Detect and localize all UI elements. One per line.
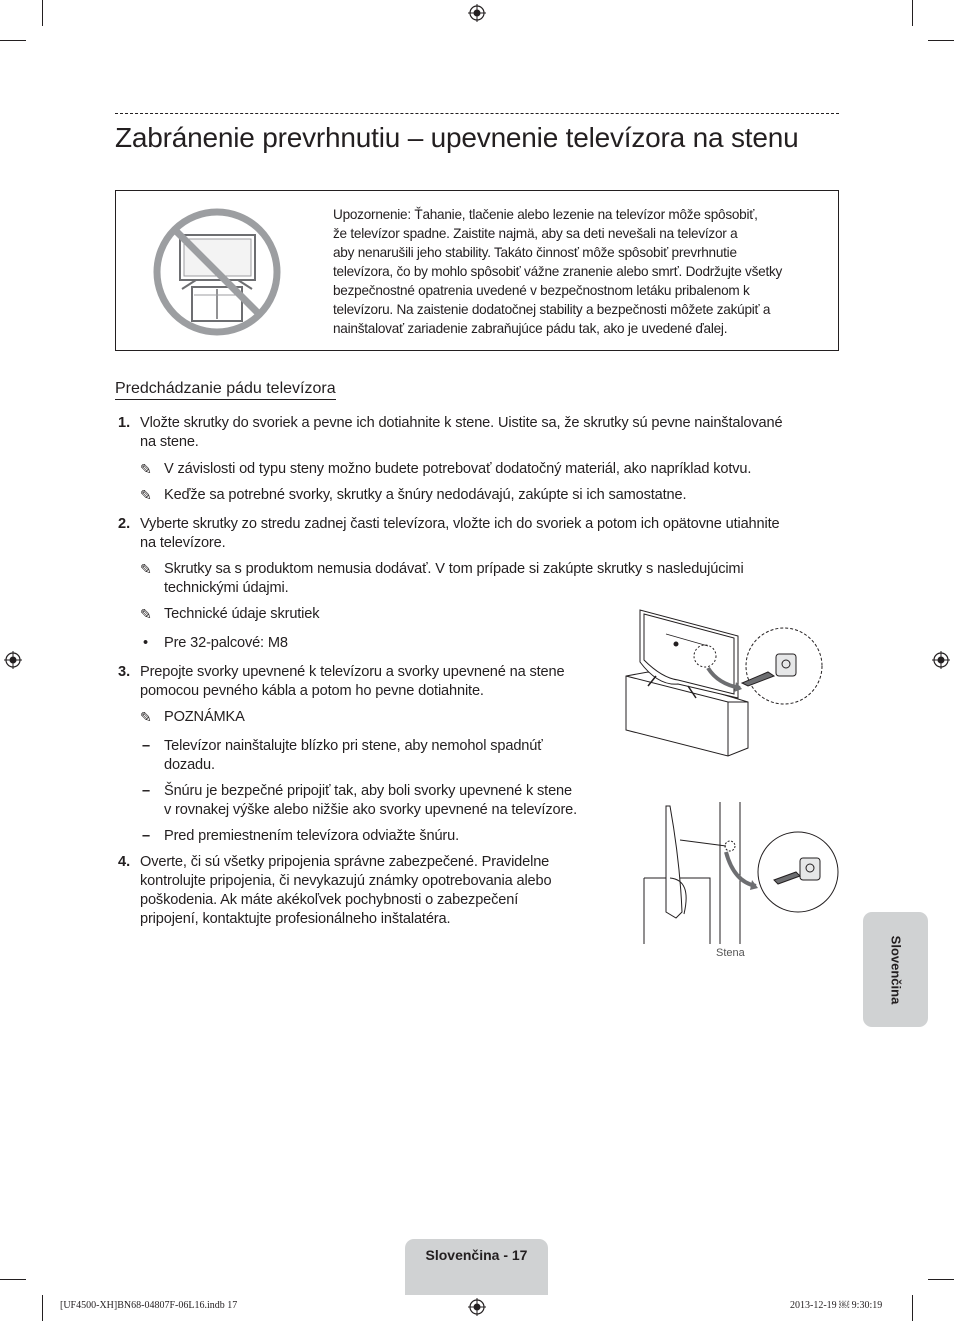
step-line: pripojení, kontaktujte profesionálneho inštalatéra. [140,911,451,927]
dash-line: Šnúru je bezpečné pripojiť tak, aby boli svorky upevnené k stene [164,783,572,799]
step-text [140,515,779,553]
warning-line: aby nenarušili jeho stability. Takáto činnosť môže spôsobiť prevrhnutie [333,245,737,260]
note-icon: ✎ [140,487,152,503]
step-line: Vložte skrutky do svoriek a pevne ich dotiahnite k stene. Uistite sa, že skrutky sú pevne nainštalované [140,415,783,431]
crop-mark [912,0,913,26]
registration-mark-icon [468,1298,486,1316]
note-heading: POZNÁMKA [164,709,245,725]
note-text: Technické údaje skrutiek [164,606,320,622]
bullet-text: Pre 32-palcové: M8 [164,635,288,651]
note-icon: ✎ [140,561,152,577]
section-heading: Predchádzanie pádu televízora [115,380,336,400]
warning-line: nainštalovať zariadenie zabraňujúce pádu tak, ako je uvedené ďalej. [333,321,728,336]
page-number: Slovenčina - 17 [425,1247,528,1263]
note-icon: ✎ [140,461,152,477]
language-side-tab [863,912,928,1027]
page-title: Zabránenie prevrhnutiu – upevnenie televízora na stenu [115,122,799,153]
note-icon: ✎ [140,606,152,622]
step-text [140,414,782,452]
dash-line: Televízor nainštalujte blízko pri stene, aby nemohol spadnúť [164,738,543,754]
page-number-tab [405,1239,548,1295]
step-number: 1. [118,415,131,431]
step-line: poškodenia. Ak máte akékoľvek pochybnosti o zabezpečení [140,892,519,908]
crop-mark [912,1295,913,1321]
note-text: Keďže sa potrebné svorky, skrutky a šnúry nedodávajú, zakúpte si ich samostatne. [164,487,687,503]
step-line: Prepojte svorky upevnené k televízoru a svorky upevnené na stene [140,664,565,680]
crop-mark [0,1279,26,1280]
step-number: 3. [118,664,131,680]
dash-text [164,737,543,775]
dash-icon: – [142,738,150,754]
crop-mark [928,1279,954,1280]
dash-icon: – [142,783,150,799]
title-rule [115,113,839,114]
crop-mark [42,0,43,26]
dash-text [164,782,577,820]
warning-line: televízora, čo by mohlo spôsobiť vážne zranenie alebo smrť. Dodržujte všetky [333,264,783,279]
step-text [140,853,551,929]
note-text: V závislosti od typu steny možno budete potrebovať dodatočný materiál, ako napríklad kotvu. [164,461,752,477]
wall-cord-illustration [640,802,840,944]
step-line: Overte, či sú všetky pripojenia správne zabezpečené. Pravidelne [140,854,550,870]
no-climbing-icon [152,207,282,337]
figure-caption: Stena [716,947,745,959]
warning-line: bezpečnostné opatrenia uvedené v bezpečnostnom letáku pribalenom k [333,283,750,298]
warning-box [115,190,839,351]
step-line: Vyberte skrutky zo stredu zadnej časti televízora, vložte ich do svoriek a potom ich opätovne utiahnite [140,516,780,532]
note-line: technickými údajmi. [164,580,289,596]
print-slug-right: 2013-12-19 ￼ 9:30:19 [790,1300,883,1311]
note-icon: ✎ [140,709,152,725]
step-text [140,663,564,701]
step-line: kontrolujte pripojenia, či nevykazujú známky opotrebovania alebo [140,873,552,889]
warning-line: Upozornenie: Ťahanie, tlačenie alebo lezenie na televízor môže spôsobiť, [333,207,758,222]
bullet-icon: • [143,635,148,651]
dash-text: Pred premiestnením televízora odviažte šnúru. [164,828,460,844]
crop-mark [0,40,26,41]
crop-mark [42,1295,43,1321]
tv-bracket-illustration [618,606,838,758]
dash-icon: – [142,828,150,844]
warning-line: že televízor spadne. Zaistite najmä, aby sa deti nevešali na televízor a [333,226,738,241]
registration-mark-icon [4,651,22,669]
crop-mark [928,40,954,41]
step-line: na televízore. [140,535,226,551]
warning-text [333,205,833,338]
registration-mark-icon [932,651,950,669]
warning-line: televízoru. Na zaistenie dodatočnej stability a bezpečnosti môžete zakúpiť a [333,302,771,317]
side-tab-label: Slovenčina [888,935,903,1004]
step-line: na stene. [140,434,199,450]
step-line: pomocou pevného kábla a potom ho pevne dotiahnite. [140,683,484,699]
note-text [164,560,744,598]
step-number: 2. [118,516,131,532]
step-number: 4. [118,854,131,870]
note-line: Skrutky sa s produktom nemusia dodávať. V tom prípade si zakúpte skrutky s nasledujúcimi [164,561,744,577]
dash-line: v rovnakej výške alebo nižšie ako svorky upevnené na televízore. [164,802,578,818]
print-slug-left: [UF4500-XH]BN68-04807F-06L16.indb 17 [60,1300,238,1311]
dash-line: dozadu. [164,757,215,773]
registration-mark-icon [468,4,486,22]
